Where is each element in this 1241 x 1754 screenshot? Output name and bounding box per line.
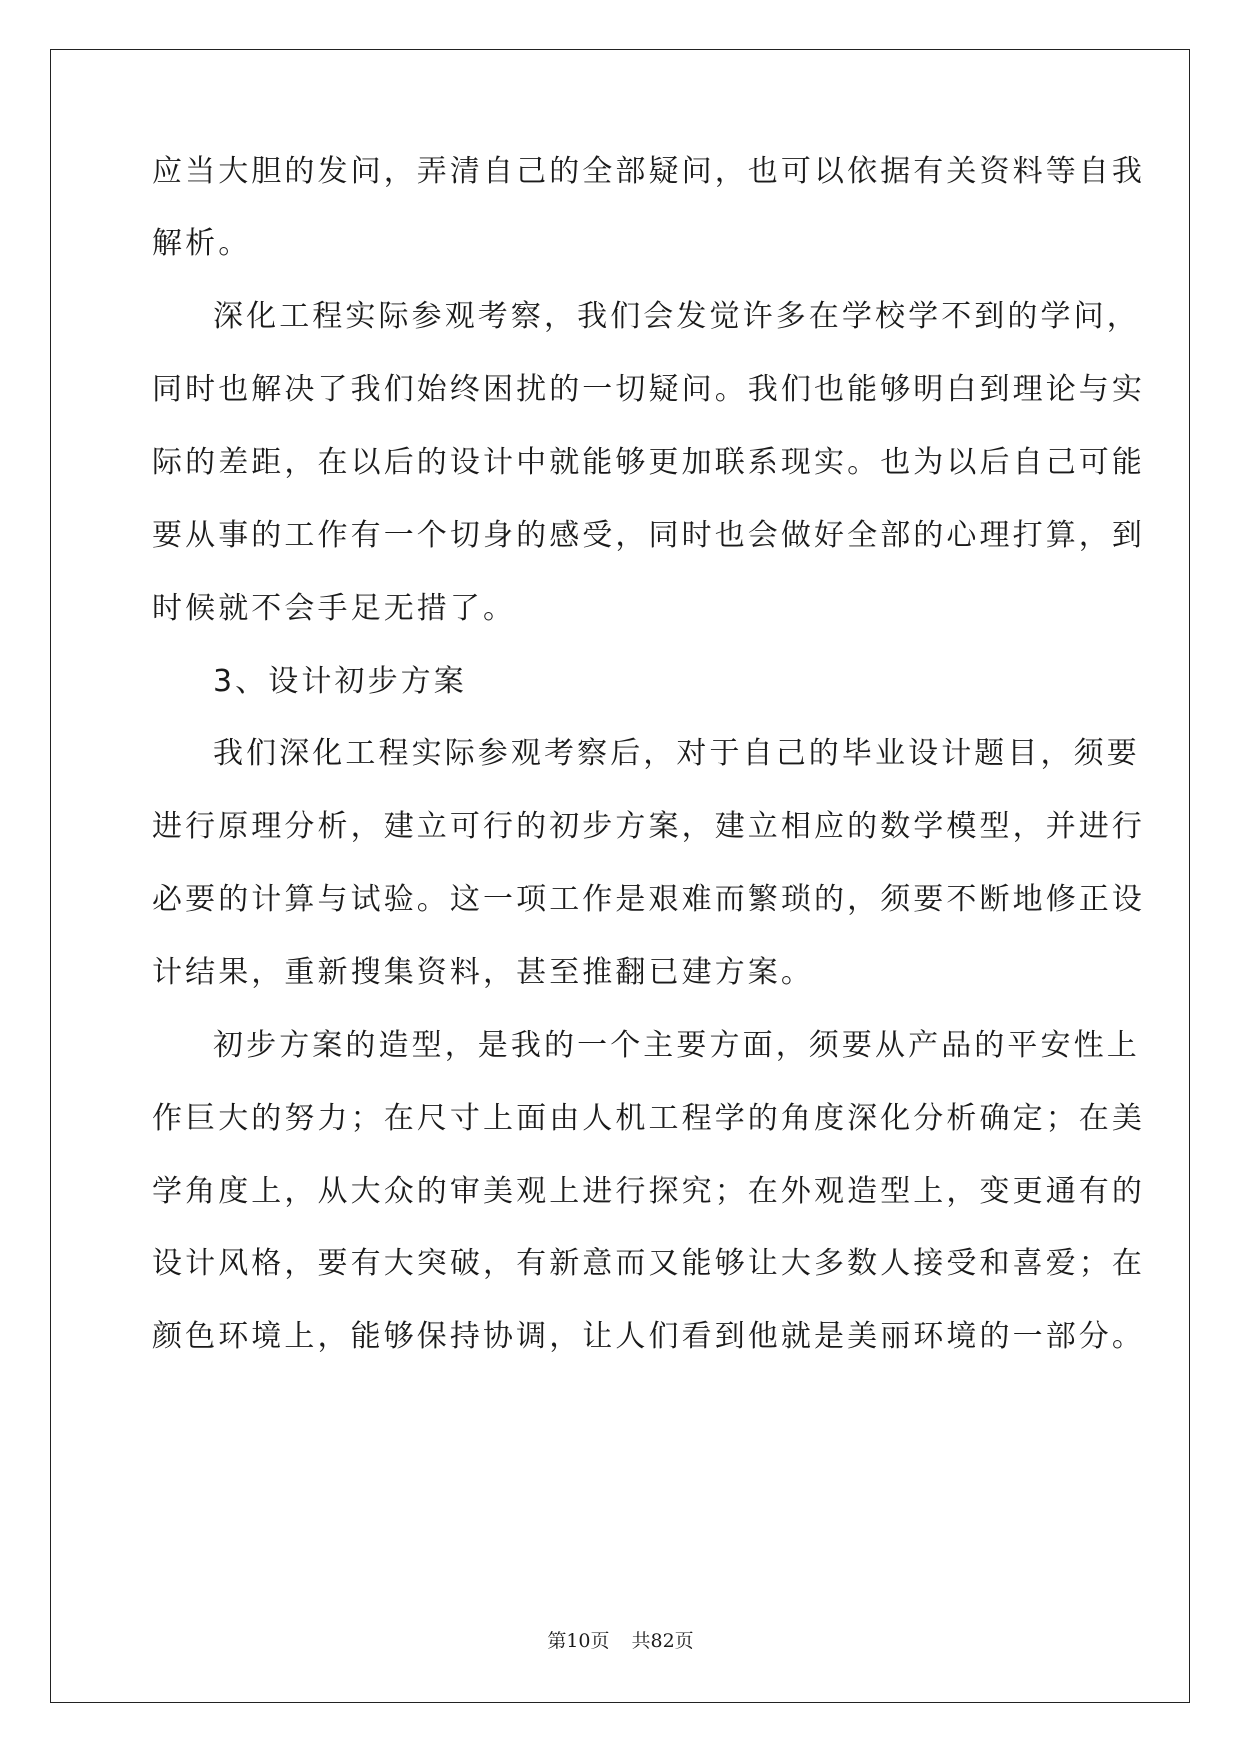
paragraph-line: 解析。	[152, 226, 252, 261]
page-footer	[0, 1629, 1241, 1653]
paragraph-line: 深化工程实际参观考察，我们会发觉许多在学校学不到的学问，	[213, 299, 1140, 334]
page-number-current: 第10页	[547, 1630, 610, 1652]
paragraph-line: 作巨大的努力；在尺寸上面由人机工程学的角度深化分析确定；在美	[152, 1101, 1145, 1136]
paragraph-line: 学角度上，从大众的审美观上进行探究；在外观造型上，变更通有的	[152, 1174, 1145, 1209]
paragraph-line: 必要的计算与试验。这一项工作是艰难而繁琐的，须要不断地修正设	[152, 882, 1145, 917]
paragraph-line: 颜色环境上，能够保持协调，让人们看到他就是美丽环境的一部分。	[152, 1319, 1145, 1354]
paragraph-line: 进行原理分析，建立可行的初步方案，建立相应的数学模型，并进行	[152, 809, 1145, 844]
paragraph-line: 初步方案的造型，是我的一个主要方面，须要从产品的平安性上	[213, 1028, 1140, 1063]
paragraph-line: 要从事的工作有一个切身的感受，同时也会做好全部的心理打算，到	[152, 518, 1145, 553]
paragraph-line: 计结果，重新搜集资料，甚至推翻已建方案。	[152, 955, 814, 990]
paragraph-line: 同时也解决了我们始终困扰的一切疑问。我们也能够明白到理论与实	[152, 372, 1145, 407]
paragraph-line: 应当大胆的发问，弄清自己的全部疑问，也可以依据有关资料等自我	[152, 154, 1145, 189]
section-heading: 3、设计初步方案	[213, 664, 467, 699]
paragraph-line: 我们深化工程实际参观考察后，对于自己的毕业设计题目，须要	[213, 736, 1140, 771]
page-number-total: 共82页	[631, 1630, 694, 1652]
paragraph-line: 际的差距，在以后的设计中就能够更加联系现实。也为以后自己可能	[152, 445, 1145, 480]
paragraph-line: 设计风格，要有大突破，有新意而又能够让大多数人接受和喜爱；在	[152, 1246, 1145, 1281]
paragraph-line: 时候就不会手足无措了。	[152, 591, 517, 626]
